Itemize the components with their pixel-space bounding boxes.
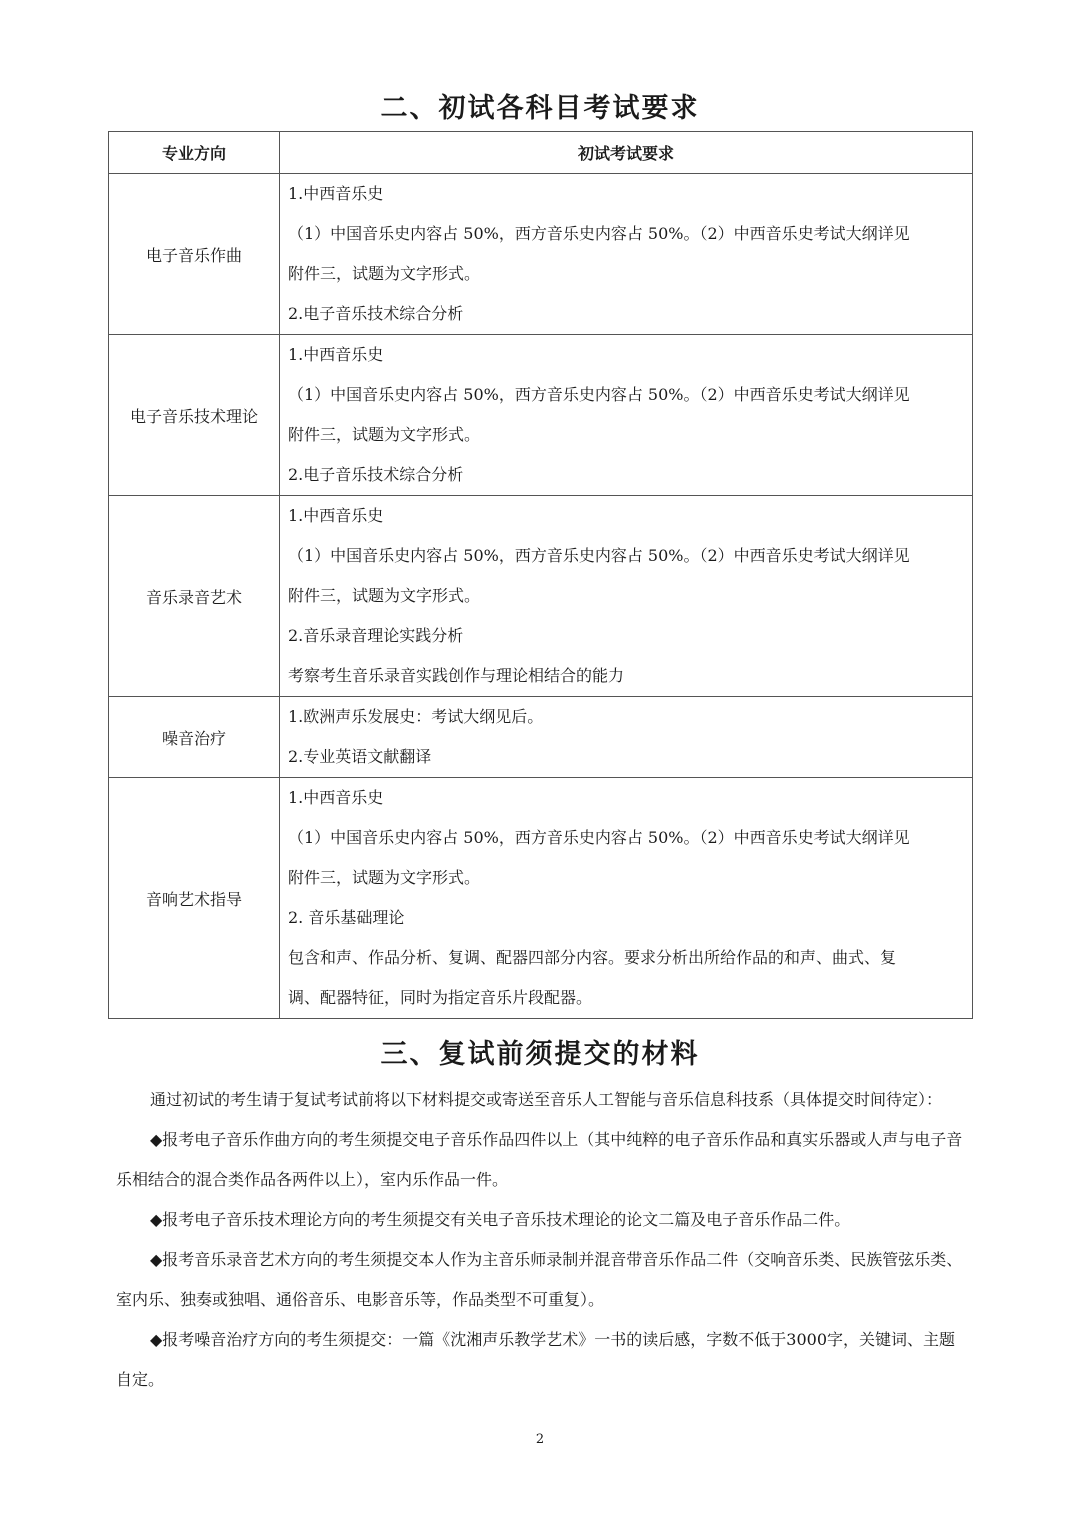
requirement-line: 2. 音乐基础理论 — [288, 908, 405, 927]
requirement-line: （1）中国音乐史内容占 50%，西方音乐史内容占 50%。（2）中西音乐史考试大纲详见 — [288, 385, 910, 404]
page-number: 2 — [535, 1432, 545, 1447]
major-cell: 电子音乐作曲 — [109, 174, 280, 335]
requirements-cell — [280, 335, 973, 496]
paragraph: 通过初试的考生请于复试考试前将以下材料提交或寄送至音乐人工智能与音乐信息科技系（具体提交时间待定）： — [150, 1090, 943, 1109]
requirement-line: （1）中国音乐史内容占 50%，西方音乐史内容占 50%。（2）中西音乐史考试大纲详见 — [288, 224, 910, 243]
major-cell: 噪音治疗 — [109, 697, 280, 778]
requirements-cell — [280, 174, 973, 335]
requirements-cell — [280, 778, 973, 1019]
table-row — [109, 496, 973, 697]
requirement-line: 附件三，试题为文字形式。 — [288, 425, 481, 444]
materials-body — [116, 1080, 968, 1400]
requirement-line: 1.中西音乐史 — [288, 184, 384, 203]
exam-requirements-table — [108, 131, 973, 1019]
requirement-line: 包含和声、作品分析、复调、配器四部分内容。要求分析出所给作品的和声、曲式、复 — [288, 948, 897, 967]
paragraph: ◆报考电子音乐技术理论方向的考生须提交有关电子音乐技术理论的论文二篇及电子音乐作品二件。 — [150, 1210, 851, 1229]
requirement-line: 附件三，试题为文字形式。 — [288, 264, 481, 283]
requirement-line: 1.中西音乐史 — [288, 506, 384, 525]
requirement-line: 1.欧洲声乐发展史：考试大纲见后。 — [288, 707, 544, 726]
requirement-line: 1.中西音乐史 — [288, 788, 384, 807]
paragraph: ◆报考电子音乐作曲方向的考生须提交电子音乐作品四件以上（其中纯粹的电子音乐作品和真实乐器或人声与电子音乐相结合的混合类作品各两件以上），室内乐作品一件。 — [116, 1130, 963, 1189]
requirement-line: 附件三，试题为文字形式。 — [288, 868, 481, 887]
requirements-cell — [280, 697, 973, 778]
requirement-line: 2.音乐录音理论实践分析 — [288, 626, 464, 645]
requirement-line: 调、配器特征，同时为指定音乐片段配器。 — [288, 988, 593, 1007]
header-requirements: 初试考试要求 — [280, 132, 973, 174]
requirement-line: 考察考生音乐录音实践创作与理论相结合的能力 — [288, 666, 625, 685]
requirement-line: 1.中西音乐史 — [288, 345, 384, 364]
requirement-line: （1）中国音乐史内容占 50%，西方音乐史内容占 50%。（2）中西音乐史考试大纲详见 — [288, 546, 910, 565]
major-cell: 音响艺术指导 — [109, 778, 280, 1019]
table-row — [109, 778, 973, 1019]
requirement-line: 2.电子音乐技术综合分析 — [288, 465, 464, 484]
major-cell: 电子音乐技术理论 — [109, 335, 280, 496]
table-row — [109, 697, 973, 778]
requirement-line: （1）中国音乐史内容占 50%，西方音乐史内容占 50%。（2）中西音乐史考试大纲详见 — [288, 828, 910, 847]
section-title-materials: 三、复试前须提交的材料 — [380, 1039, 700, 1070]
table-row — [109, 335, 973, 496]
requirements-cell — [280, 496, 973, 697]
table-row — [109, 174, 973, 335]
table-header-row — [109, 132, 973, 174]
paragraph: ◆报考噪音治疗方向的考生须提交：一篇《沈湘声乐教学艺术》一书的读后感，字数不低于3000字，关键词、主题自定。 — [116, 1330, 956, 1389]
header-major: 专业方向 — [109, 132, 280, 174]
requirement-line: 附件三，试题为文字形式。 — [288, 586, 481, 605]
section-title-exam-requirements: 二、初试各科目考试要求 — [380, 93, 700, 124]
paragraph: ◆报考音乐录音艺术方向的考生须提交本人作为主音乐师录制并混音带音乐作品二件（交响音乐类、民族管弦乐类、室内乐、独奏或独唱、通俗音乐、电影音乐等，作品类型不可重复）。 — [116, 1250, 963, 1309]
major-cell: 音乐录音艺术 — [109, 496, 280, 697]
requirement-line: 2.专业英语文献翻译 — [288, 747, 432, 766]
requirement-line: 2.电子音乐技术综合分析 — [288, 304, 464, 323]
